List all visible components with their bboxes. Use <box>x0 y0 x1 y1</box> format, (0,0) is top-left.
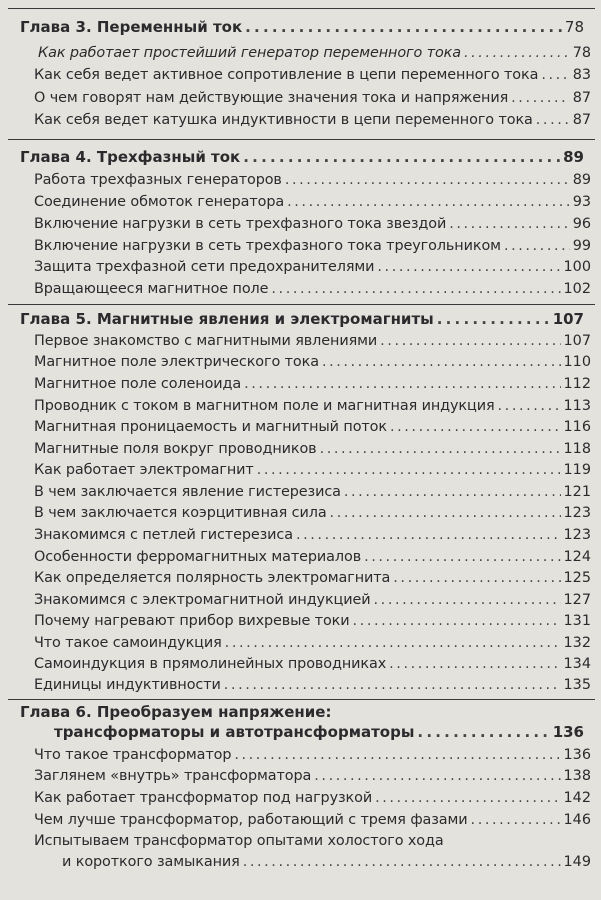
toc-entry[interactable] <box>34 546 591 568</box>
leader-dots <box>364 546 560 568</box>
leader-dots <box>224 674 561 696</box>
toc-entry[interactable] <box>34 395 591 417</box>
entry-title: В чем заключается коэрцитивная сила <box>34 505 327 521</box>
page-number: 136 <box>552 723 584 741</box>
chapter-title: Глава 4. Трехфазный ток <box>20 148 241 166</box>
leader-dots <box>287 191 570 213</box>
leader-dots <box>322 351 561 373</box>
page-number: 118 <box>563 441 591 457</box>
chapter-6-heading[interactable] <box>54 721 584 743</box>
toc-entry[interactable] <box>34 502 591 524</box>
page-number: 123 <box>563 527 591 543</box>
entry-title: Чем лучше трансформатор, работающий с тремя фазами <box>34 812 468 828</box>
page-number: 136 <box>563 747 591 763</box>
toc-entry-line1[interactable] <box>34 830 591 852</box>
entry-title: Как определяется полярность электромагнита <box>34 570 391 586</box>
page-number: 125 <box>563 570 591 586</box>
leader-dots <box>380 330 560 352</box>
entry-title: Как работает трансформатор под нагрузкой <box>34 790 373 806</box>
page-number: 110 <box>563 354 591 370</box>
page-number: 134 <box>563 656 591 672</box>
page-number: 113 <box>563 398 591 414</box>
entry-title: Как работает простейший генератор переменного тока <box>38 45 461 61</box>
toc-entry[interactable] <box>34 213 591 235</box>
page-number: 78 <box>564 18 584 36</box>
leader-dots <box>464 42 570 64</box>
entry-title: Что такое трансформатор <box>34 747 232 763</box>
leader-dots <box>271 278 560 300</box>
entry-title: Магнитная проницаемость и магнитный поток <box>34 419 387 435</box>
divider <box>8 139 595 140</box>
toc-entry[interactable] <box>34 373 591 395</box>
leader-dots <box>243 146 560 168</box>
leader-dots <box>320 438 561 460</box>
entry-title: Первое знакомство с магнитными явлениями <box>34 333 378 349</box>
leader-dots <box>390 416 561 438</box>
page-number: 146 <box>563 812 591 828</box>
page-number: 78 <box>572 45 591 61</box>
leader-dots <box>504 235 570 257</box>
entry-title: Вращающееся магнитное поле <box>34 281 269 297</box>
leader-dots <box>314 765 560 787</box>
leader-dots <box>296 524 561 546</box>
entry-title: Заглянем «внутрь» трансформатора <box>34 768 312 784</box>
leader-dots <box>449 213 569 235</box>
page-number: 83 <box>572 67 591 83</box>
toc-entry[interactable] <box>38 42 591 64</box>
toc-entry[interactable] <box>34 256 591 278</box>
entry-title: Самоиндукция в прямолинейных проводниках <box>34 656 387 672</box>
entry-title: Единицы индуктивности <box>34 677 221 693</box>
toc-entry[interactable] <box>34 87 591 109</box>
page-number: 87 <box>572 90 591 106</box>
toc-entry[interactable] <box>34 235 591 257</box>
page-number: 116 <box>563 419 591 435</box>
entry-title: Как работает электромагнит <box>34 462 254 478</box>
toc-entry[interactable] <box>34 64 591 86</box>
leader-dots <box>511 87 570 109</box>
entry-title: Как себя ведет активное сопротивление в цепи переменного тока <box>34 67 539 83</box>
leader-dots <box>471 809 561 831</box>
toc-entry[interactable] <box>34 589 591 611</box>
page-number: 124 <box>563 549 591 565</box>
page-number: 89 <box>572 172 591 188</box>
leader-dots <box>257 459 561 481</box>
toc-entry[interactable] <box>34 416 591 438</box>
toc-entry[interactable] <box>34 481 591 503</box>
leader-dots <box>330 502 561 524</box>
entry-title: Проводник с током в магнитном поле и магнитная индукция <box>34 398 495 414</box>
page-number: 138 <box>563 768 591 784</box>
entry-title: О чем говорят нам действующие значения тока и напряжения <box>34 90 509 106</box>
leader-dots <box>393 567 560 589</box>
toc-entry[interactable] <box>34 191 591 213</box>
entry-title: Особенности ферромагнитных материалов <box>34 549 362 565</box>
chapter-5-heading[interactable] <box>20 308 584 330</box>
toc-entry[interactable] <box>34 278 591 300</box>
page-number: 107 <box>563 333 591 349</box>
leader-dots <box>244 373 560 395</box>
toc-entry[interactable] <box>34 653 591 675</box>
leader-dots <box>389 653 560 675</box>
leader-dots <box>234 744 560 766</box>
page-number: 112 <box>563 376 591 392</box>
leader-dots <box>285 169 570 191</box>
leader-dots <box>437 308 550 330</box>
page-number: 89 <box>563 148 584 166</box>
entry-title: Знакомимся с электромагнитной индукцией <box>34 592 371 608</box>
toc-entry[interactable] <box>34 459 591 481</box>
entry-title: Как себя ведет катушка индуктивности в цепи переменного тока <box>34 112 533 128</box>
toc-entry[interactable] <box>34 109 591 131</box>
leader-dots <box>498 395 561 417</box>
leader-dots <box>344 481 561 503</box>
leader-dots <box>353 610 561 632</box>
chapter-title: Глава 3. Переменный ток <box>20 18 243 36</box>
toc-entry[interactable] <box>34 765 591 787</box>
page-number: 93 <box>572 194 591 210</box>
leader-dots <box>536 109 570 131</box>
leader-dots <box>374 589 561 611</box>
entry-title: В чем заключается явление гистерезиса <box>34 484 341 500</box>
entry-title: Работа трехфазных генераторов <box>34 172 282 188</box>
chapter-6-heading-line1[interactable]: Глава 6. Преобразуем напряжение: <box>20 703 332 721</box>
entry-title: Знакомимся с петлей гистерезиса <box>34 527 293 543</box>
page-number: 132 <box>563 635 591 651</box>
chapter-title: Глава 5. Магнитные явления и электромагниты <box>20 310 434 328</box>
toc-entry[interactable] <box>34 351 591 373</box>
entry-title: и короткого замыкания <box>62 854 240 870</box>
leader-dots <box>375 787 560 809</box>
leader-dots <box>245 16 562 38</box>
chapter-3-heading[interactable] <box>20 16 584 38</box>
entry-title: Магнитное поле электрического тока <box>34 354 319 370</box>
toc-entry[interactable] <box>34 169 591 191</box>
chapter-4-heading[interactable] <box>20 146 584 168</box>
page-number: 131 <box>563 613 591 629</box>
page-number: 87 <box>572 112 591 128</box>
leader-dots <box>225 632 561 654</box>
page-number: 119 <box>563 462 591 478</box>
divider <box>8 699 595 700</box>
page-number: 135 <box>563 677 591 693</box>
entry-title: Испытываем трансформатор опытами холостого хода <box>34 833 444 849</box>
leader-dots <box>243 851 561 873</box>
divider <box>8 8 595 9</box>
page-number: 121 <box>563 484 591 500</box>
toc-entry[interactable] <box>34 330 591 352</box>
toc-entry[interactable] <box>34 787 591 809</box>
toc-entry[interactable] <box>62 851 591 873</box>
leader-dots <box>417 721 549 743</box>
toc-entry[interactable] <box>34 438 591 460</box>
page-number: 102 <box>563 281 591 297</box>
toc-entry[interactable] <box>34 567 591 589</box>
page-number: 100 <box>563 259 591 275</box>
toc-entry[interactable] <box>34 632 591 654</box>
entry-title: Магнитные поля вокруг проводников <box>34 441 317 457</box>
chapter-title: трансформаторы и автотрансформаторы <box>54 723 415 741</box>
page-number: 127 <box>563 592 591 608</box>
entry-title: Магнитное поле соленоида <box>34 376 242 392</box>
entry-title: Что такое самоиндукция <box>34 635 222 651</box>
toc-entry[interactable] <box>34 809 591 831</box>
toc-entry[interactable] <box>34 674 591 696</box>
page-number: 96 <box>572 216 591 232</box>
page-number: 99 <box>572 238 591 254</box>
entry-title: Включение нагрузки в сеть трехфазного тока звездой <box>34 216 447 232</box>
entry-title: Почему нагревают прибор вихревые токи <box>34 613 350 629</box>
entry-title: Защита трехфазной сети предохранителями <box>34 259 375 275</box>
page-number: 149 <box>563 854 591 870</box>
entry-title: Соединение обмоток генератора <box>34 194 285 210</box>
toc-entry[interactable] <box>34 610 591 632</box>
toc-entry[interactable] <box>34 744 591 766</box>
leader-dots <box>377 256 560 278</box>
entry-title: Включение нагрузки в сеть трехфазного тока треугольником <box>34 238 501 254</box>
divider <box>8 304 595 305</box>
page-number: 107 <box>552 310 584 328</box>
toc-entry[interactable] <box>34 524 591 546</box>
page-number: 142 <box>563 790 591 806</box>
leader-dots <box>541 64 569 86</box>
page-number: 123 <box>563 505 591 521</box>
